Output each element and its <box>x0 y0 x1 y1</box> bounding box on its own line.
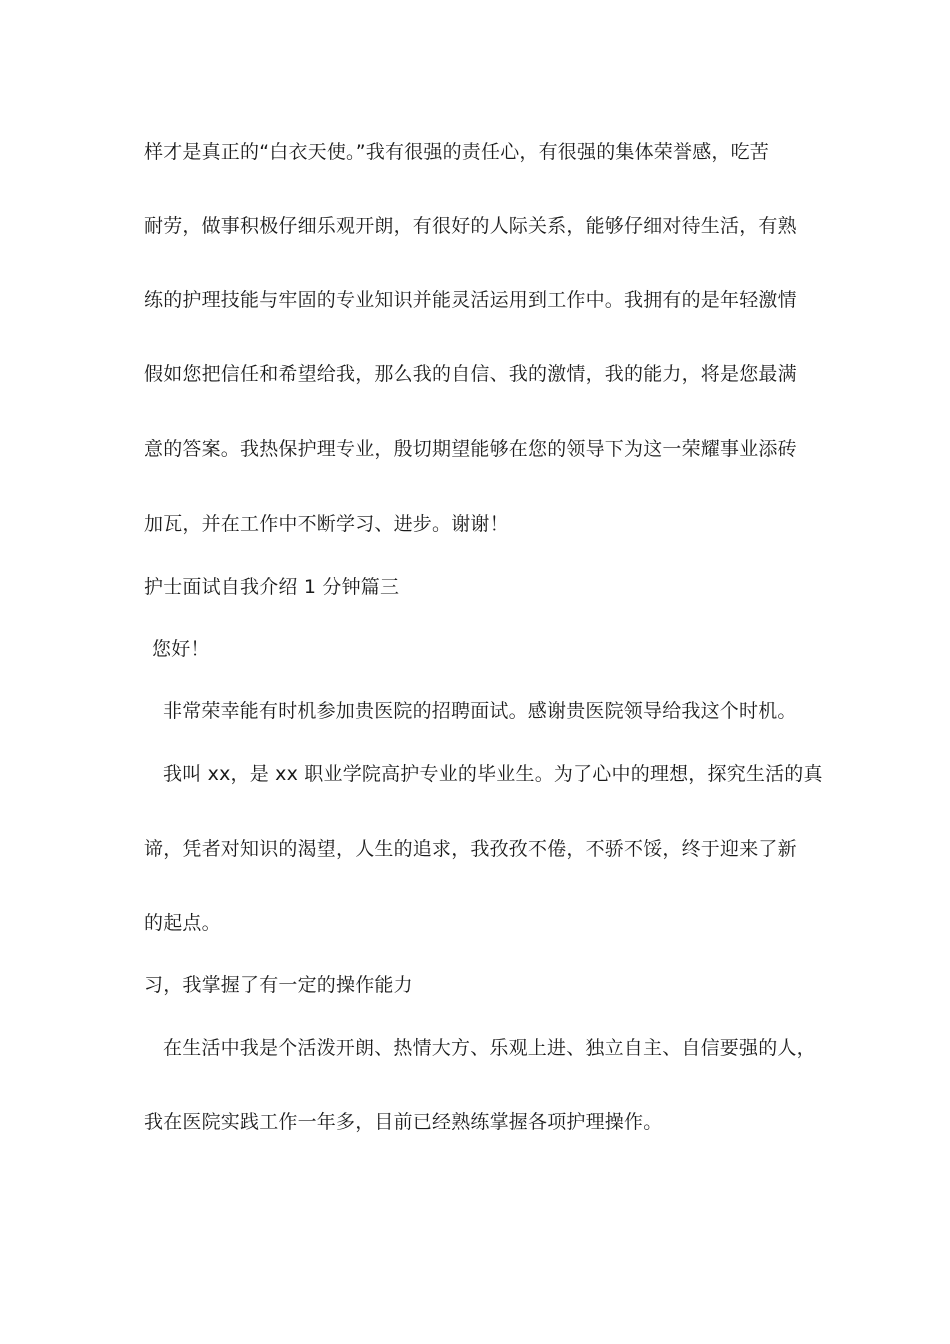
paragraph1-line6: 加瓦，并在工作中不断学习、进步。谢谢！ <box>144 513 509 535</box>
paragraph3-line2: 谛，凭者对知识的渴望，人生的追求，我孜孜不倦，不骄不馁，终于迎来了新 <box>144 838 797 860</box>
paragraph3-line1: 我叫 xx，是 xx 职业学院高护专业的毕业生。为了心中的理想，探究生活的真 <box>163 763 823 785</box>
paragraph1-line5: 意的答案。我热保护理专业，殷切期望能够在您的领导下为这一荣耀事业添砖 <box>144 438 797 460</box>
paragraph1-line1: 样才是真正的“白衣天使。”我有很强的责任心，有很强的集体荣誉感，吃苦 <box>144 141 769 163</box>
paragraph1-line3: 练的护理技能与牢固的专业知识并能灵活运用到工作中。我拥有的是年轻激情 <box>144 289 797 311</box>
paragraph1-line2: 耐劳，做事积极仔细乐观开朗，有很好的人际关系，能够仔细对待生活，有熟 <box>144 215 797 237</box>
greeting: 您好！ <box>152 638 210 660</box>
paragraph2: 非常荣幸能有时机参加贵医院的招聘面试。感谢贵医院领导给我这个时机。 <box>163 700 797 722</box>
text-fragment: 习，我掌握了有一定的操作能力 <box>144 974 413 996</box>
paragraph4-line1: 在生活中我是个活泼开朗、热情大方、乐观上进、独立自主、自信要强的人， <box>163 1037 816 1059</box>
paragraph4-line2: 我在医院实践工作一年多，目前已经熟练掌握各项护理操作。 <box>144 1111 663 1133</box>
section-title: 护士面试自我介绍 1 分钟篇三 <box>144 576 400 598</box>
paragraph1-line4: 假如您把信任和希望给我，那么我的自信、我的激情，我的能力，将是您最满 <box>144 363 797 385</box>
paragraph3-line3: 的起点。 <box>144 912 221 934</box>
